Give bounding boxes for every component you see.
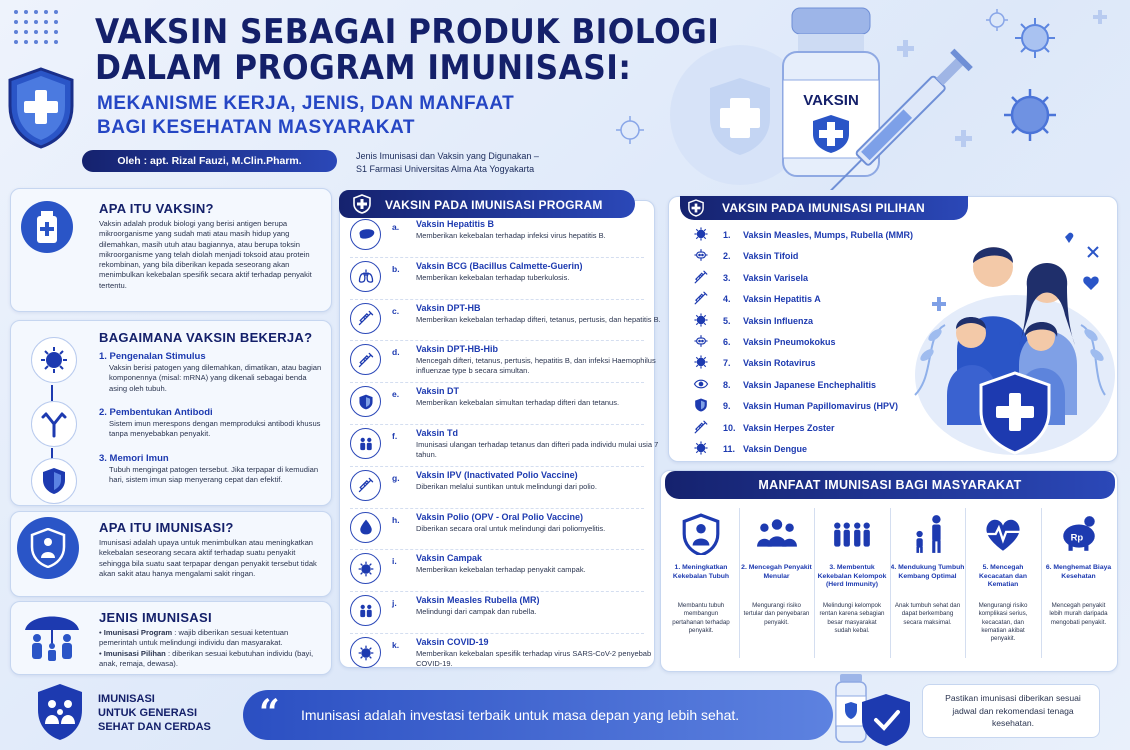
piggy-bank-label: Rp <box>1070 532 1083 544</box>
virus-icon <box>693 312 709 328</box>
apa-itu-imunisasi-card <box>10 511 332 597</box>
program-vaccine-item <box>350 592 644 634</box>
program-vaccine-desc: Memberikan kekebalan simultan terhadap difteri dan tetanus. <box>416 398 620 408</box>
manfaat-item-title: 3. Membentuk Kekebalan Kelompok (Herd Immunity) <box>817 564 887 589</box>
course-line1: Jenis Imunisasi dan Vaksin yang Digunakan – <box>356 151 539 161</box>
program-vaccine-item <box>350 509 644 551</box>
syringe-icon <box>350 470 381 501</box>
program-vaccine-letter: e. <box>392 389 400 400</box>
pilihan-vaccine-item <box>683 310 913 332</box>
pilihan-vaccine-item <box>683 331 913 353</box>
program-vaccine-desc: Memberikan kekebalan terhadap infeksi virus hepatitis B. <box>416 231 606 240</box>
family-shield-icon <box>35 682 85 742</box>
people-icon <box>350 595 381 626</box>
program-vaccine-desc: Memberikan kekebalan terhadap difteri, tetanus, pertusis, dan hepatitis B. <box>416 314 661 324</box>
pilihan-vaccine-name: Vaksin Tifoid <box>743 251 799 262</box>
jenis-item-pilihan-text: : diberikan sesuai kebutuhan individu (bayi, anak, remaja, dewasa). <box>99 649 314 669</box>
manfaat-item-desc: Melindungi kelompok rentan karena sebagian besar masyarakat sudah kebal. <box>819 602 885 634</box>
program-vaccine-letter: b. <box>392 263 400 274</box>
imunisasi-pilihan-card <box>668 196 1118 462</box>
step-2-text: Sistem imun merespons dengan memproduksi antibodi khusus tanpa menyebabkan penyakit. <box>109 419 321 439</box>
note-text: Pastikan imunisasi diberikan sesuai jadwal dan rekomendasi tenaga kesehatan. <box>945 693 1081 729</box>
jenis-item-pilihan-bold: Imunisasi Pilihan <box>103 649 166 658</box>
vaksin-bottle-label: VAKSIN <box>803 92 859 109</box>
page-title-line2: DALAM PROGRAM IMUNISASI: <box>95 48 632 88</box>
manfaat-item-title: 1. Meningkatkan Kekebalan Tubuh <box>672 564 730 580</box>
pilihan-vaccine-item <box>683 352 913 374</box>
pilihan-vaccine-number: 3. <box>723 272 731 283</box>
apa-itu-imunisasi-text: Imunisasi adalah upaya untuk menimbulkan atau meningkatkan kekebalan seseorang secara aktif terhadap suatu penyakit sehingga bila suatu saat terpapar dengan penyakit tersebut tidak akan sakit atau hanya mengalami sakit ringan. <box>99 538 317 578</box>
pilihan-vaccine-number: 1. <box>723 230 731 240</box>
page-subtitle-line2: BAGI KESEHATAN MASYARAKAT <box>97 117 415 138</box>
program-vaccine-letter: h. <box>392 514 400 525</box>
program-vaccine-name: Vaksin DPT-HB-Hib <box>416 344 499 355</box>
pilihan-vaccine-name: Vaksin Japanese Enchephalitis <box>743 379 877 390</box>
virus-icon <box>693 440 709 456</box>
manfaat-item-desc: Mencegah penyakit lebih murah daripada mengobati penyakit. <box>1049 602 1108 626</box>
pilihan-vaccine-number: 6. <box>723 337 731 347</box>
program-vaccine-desc: Memberikan kekebalan terhadap penyakit campak. <box>416 565 586 575</box>
shield-icon <box>693 397 709 413</box>
program-vaccine-name: Vaksin BCG (Bacillus Calmette-Guerin) <box>416 260 583 271</box>
syringe-icon <box>693 269 709 285</box>
shield-cross-icon <box>6 66 76 150</box>
manfaat-item-desc: Membantu tubuh membangun pertahanan terhadap penyakit. <box>672 602 730 634</box>
program-vaccine-item <box>350 467 644 509</box>
apa-itu-vaksin-title: APA ITU VAKSIN? <box>99 201 214 216</box>
manfaat-item-title: 5. Mencegah Kecacatan dan Kematian <box>979 564 1027 589</box>
crowd-icon <box>815 510 889 558</box>
step-3-label: 3. Memori Imun <box>99 453 169 464</box>
manfaat-item-desc: Mengurangi risiko tertular dan penyebaran penyakit. <box>743 602 810 626</box>
program-vaccine-name: Vaksin Polio (OPV - Oral Polio Vaccine) <box>416 511 584 522</box>
program-vaccine-letter: d. <box>392 347 400 358</box>
virus-icon <box>693 354 709 370</box>
manfaat-item <box>664 498 738 668</box>
divider <box>1041 508 1042 658</box>
imunisasi-program-header <box>339 190 635 218</box>
program-vaccine-desc: Imunisasi ulangan terhadap tetanus dan difteri pada individu mulai usia 7 tahun. <box>416 440 659 459</box>
pilihan-vaccine-name: Vaksin Influenza <box>743 315 814 326</box>
lungs-icon <box>350 261 381 292</box>
pilihan-vaccine-item <box>683 417 913 439</box>
program-vaccine-item <box>350 216 644 258</box>
shield-icon <box>31 458 77 504</box>
jenis-imunisasi-card <box>10 601 332 675</box>
virus-icon <box>350 553 381 584</box>
piggy-bank-icon <box>1042 510 1116 558</box>
jenis-item-pilihan: • Imunisasi Pilihan : diberikan sesuai kebutuhan individu (bayi, anak, remaja, dewasa). <box>99 649 314 669</box>
apa-itu-vaksin-card <box>10 188 332 312</box>
virus-icon <box>350 637 381 668</box>
pilihan-vaccine-name: Vaksin Dengue <box>743 444 808 454</box>
page-subtitle-line1: MEKANISME KERJA, JENIS, DAN MANFAAT <box>97 93 515 114</box>
program-vaccine-letter: j. <box>392 598 397 609</box>
program-vaccine-letter: k. <box>392 640 400 650</box>
cara-kerja-card <box>10 320 332 506</box>
manfaat-item-desc: Anak tumbuh sehat dan dapat berkembang secara maksimal. <box>894 602 961 626</box>
pilihan-vaccine-number: 10. <box>723 422 736 433</box>
family-umbrella-icon <box>21 608 83 666</box>
pilihan-vaccine-name: Vaksin Rotavirus <box>743 358 816 369</box>
program-vaccine-name: Vaksin Td <box>416 428 459 438</box>
virus-icon <box>693 226 709 242</box>
step-3-text: Tubuh mengingat patogen tersebut. Jika terpapar di kemudian hari, sistem imun siap menyerang cepat dan efektif. <box>109 465 319 485</box>
manfaat-item-title: 2. Mencegah Penyakit Menular <box>741 564 812 580</box>
program-vaccine-name: Vaksin DPT-HB <box>416 302 481 313</box>
quote-text: Imunisasi adalah investasi terbaik untuk masa depan yang lebih sehat. <box>301 707 740 723</box>
pilihan-vaccine-number: 4. <box>723 294 731 305</box>
imunisasi-program-title: VAKSIN PADA IMUNISASI PROGRAM <box>385 198 603 212</box>
pilihan-vaccine-item <box>683 267 913 289</box>
program-vaccine-letter: c. <box>392 305 400 316</box>
group-icon <box>740 510 814 558</box>
bacteria-icon <box>693 247 709 263</box>
program-vaccine-letter: a. <box>392 222 400 232</box>
header-vaccine-illustration <box>600 0 1130 190</box>
step-1-label: 1. Pengenalan Stimulus <box>99 351 206 362</box>
divider <box>814 508 815 658</box>
apa-itu-imunisasi-title: APA ITU IMUNISASI? <box>99 520 234 535</box>
manfaat-item-title: 4. Mendukung Tumbuh Kembang Optimal <box>890 564 965 580</box>
program-vaccine-name: Vaksin Campak <box>416 553 483 564</box>
divider <box>890 508 891 658</box>
heartbeat-icon <box>966 510 1040 558</box>
program-vaccine-name: Vaksin IPV (Inactivated Polio Vaccine) <box>416 469 578 480</box>
shield-icon <box>688 199 704 217</box>
liver-icon <box>350 219 381 250</box>
cara-kerja-title: BAGAIMANA VAKSIN BEKERJA? <box>99 330 313 345</box>
pilihan-vaccine-name: Vaksin Measles, Mumps, Rubella (MMR) <box>743 230 914 240</box>
people-icon <box>350 428 381 459</box>
program-vaccine-desc: Mencegah difteri, tetanus, pertusis, hepatitis B, dan infeksi Haemophilus influenzae type b secara simultan. <box>416 356 656 375</box>
pilihan-vaccine-name: Vaksin Hepatitis A <box>743 294 821 305</box>
syringe-icon <box>350 303 381 334</box>
step-1-text: Vaksin berisi patogen yang dilemahkan, dimatikan, atau bagian komponennya (misal: mRNA) yang dikenali sebagai benda asing oleh tubuh. <box>109 363 322 393</box>
pilihan-vaccine-item <box>683 288 913 310</box>
author-badge: Oleh : apt. Rizal Fauzi, M.Clin.Pharm. <box>82 150 337 172</box>
manfaat-title: MANFAAT IMUNISASI BAGI MASYARAKAT <box>758 478 1022 492</box>
syringe-icon <box>350 344 381 375</box>
slogan-line1: IMUNISASI <box>98 693 155 705</box>
program-vaccine-desc: Diberikan melalui suntikan untuk melindungi dari polio. <box>416 481 597 491</box>
pilihan-vaccine-name: Vaksin Pneumokokus <box>743 337 836 347</box>
slogan-line2: UNTUK GENERASI <box>98 707 198 719</box>
shield-icon <box>350 386 381 417</box>
slogan-line3: SEHAT DAN CERDAS <box>98 721 211 733</box>
manfaat-item <box>891 498 965 668</box>
jenis-item-program-text: : wajib diberikan sesuai ketentuan pemerintah untuk melindungi individu dan masyarakat. <box>99 628 289 648</box>
shield-person-icon <box>17 517 79 579</box>
growth-icon <box>891 510 965 558</box>
pilihan-vaccine-item <box>683 395 913 417</box>
jenis-item-program-bold: Imunisasi Program <box>103 628 173 637</box>
pilihan-vaccine-number: 8. <box>723 379 731 390</box>
imunisasi-program-card <box>339 200 661 668</box>
drop-icon <box>350 512 381 543</box>
manfaat-item <box>740 498 814 668</box>
program-vaccine-item <box>350 383 644 425</box>
pilihan-vaccine-item <box>683 224 913 246</box>
page-title-line1: VAKSIN SEBAGAI PRODUK BIOLOGI <box>95 12 720 52</box>
program-vaccine-name: Vaksin Hepatitis B <box>416 219 495 229</box>
pilihan-vaccine-number: 7. <box>723 358 731 369</box>
pilihan-vaccine-item <box>683 374 913 396</box>
pilihan-vaccine-name: Vaksin Varisela <box>743 272 809 283</box>
program-vaccine-item <box>350 425 659 467</box>
pilihan-vaccine-item <box>683 438 913 460</box>
pilihan-vaccine-number: 9. <box>723 401 731 412</box>
divider <box>965 508 966 658</box>
manfaat-item <box>815 498 889 668</box>
course-line2: S1 Farmasi Universitas Alma Ata Yogyakarta <box>356 164 535 174</box>
eye-icon <box>693 376 709 392</box>
family-shield-illustration <box>905 225 1117 459</box>
vaccine-vial-icon <box>21 201 73 253</box>
jenis-item-program: • Imunisasi Program : wajib diberikan sesuai ketentuan pemerintah untuk melindungi individu dan masyarakat. <box>99 628 289 648</box>
program-vaccine-item <box>350 258 644 300</box>
dot-grid-decoration <box>12 8 60 56</box>
imunisasi-pilihan-header <box>680 196 968 220</box>
pilihan-vaccine-name: Vaksin Human Papillomavirus (HPV) <box>743 401 899 412</box>
manfaat-item <box>1042 498 1116 668</box>
program-vaccine-name: Vaksin DT <box>416 386 460 397</box>
shield-icon <box>353 194 371 214</box>
program-vaccine-item <box>350 550 644 592</box>
note-box <box>922 684 1100 738</box>
program-vaccine-desc: Melindungi dari campak dan rubella. <box>416 607 537 617</box>
manfaat-item-desc: Mengurangi risiko komplikasi serius, kecacatan, dan kematian akibat penyakit. <box>978 602 1028 643</box>
program-vaccine-letter: g. <box>392 472 400 483</box>
arrow-down-icon <box>51 385 57 401</box>
antibody-icon <box>31 401 77 447</box>
pilihan-vaccine-item <box>683 245 913 267</box>
pilihan-vaccine-number: 11. <box>723 444 736 454</box>
vaccine-shield-icon <box>832 672 918 748</box>
apa-itu-vaksin-text: Vaksin adalah produk biologi yang berisi antigen berupa mikroorganisme yang sudah mati atau masih hidup yang dilemahkan, masih utuh atau bagiannya, atau berupa toksin mikroorganisme yang telah diolah menjadi toksoid atau protein rekombinan, yang bila diberikan kepada seseorang akan menimbulkan kekebalan spesifik secara aktif terhadap penyakit tertentu. <box>99 219 312 290</box>
program-vaccine-desc: Memberikan kekebalan spesifik terhadap virus SARS-CoV-2 penyebab COVID-19. <box>416 649 652 668</box>
divider <box>739 508 740 658</box>
quote-mark-icon: “ <box>259 692 280 734</box>
program-vaccine-item <box>350 300 661 342</box>
shield-person-icon <box>664 510 738 558</box>
pilihan-vaccine-name: Vaksin Herpes Zoster <box>743 422 835 433</box>
virus-icon <box>31 337 77 383</box>
program-vaccine-letter: f. <box>392 431 398 441</box>
quote-banner <box>243 690 833 740</box>
pilihan-vaccine-number: 2. <box>723 251 731 262</box>
program-vaccine-desc: Memberikan kekebalan terhadap tuberkulosis. <box>416 272 570 282</box>
program-vaccine-item <box>350 341 656 383</box>
syringe-icon <box>693 419 709 435</box>
syringe-icon <box>693 290 709 306</box>
bacteria-icon <box>693 333 709 349</box>
pilihan-vaccine-number: 5. <box>723 315 731 326</box>
program-vaccine-item <box>350 634 652 676</box>
manfaat-item <box>966 498 1040 668</box>
pilihan-vaccine-list <box>669 224 929 464</box>
step-2-label: 2. Pembentukan Antibodi <box>99 407 213 418</box>
jenis-imunisasi-title: JENIS IMUNISASI <box>99 610 212 625</box>
program-vaccine-name: Vaksin COVID-19 <box>416 637 489 647</box>
imunisasi-pilihan-title: VAKSIN PADA IMUNISASI PILIHAN <box>722 201 925 215</box>
program-vaccine-desc: Diberikan secara oral untuk melindungi dari poliomyelitis. <box>416 523 606 533</box>
manfaat-item-title: 6. Menghemat Biaya Kesehatan <box>1045 564 1112 580</box>
program-vaccine-name: Vaksin Measles Rubella (MR) <box>416 595 540 606</box>
program-vaccine-letter: i. <box>392 556 397 567</box>
